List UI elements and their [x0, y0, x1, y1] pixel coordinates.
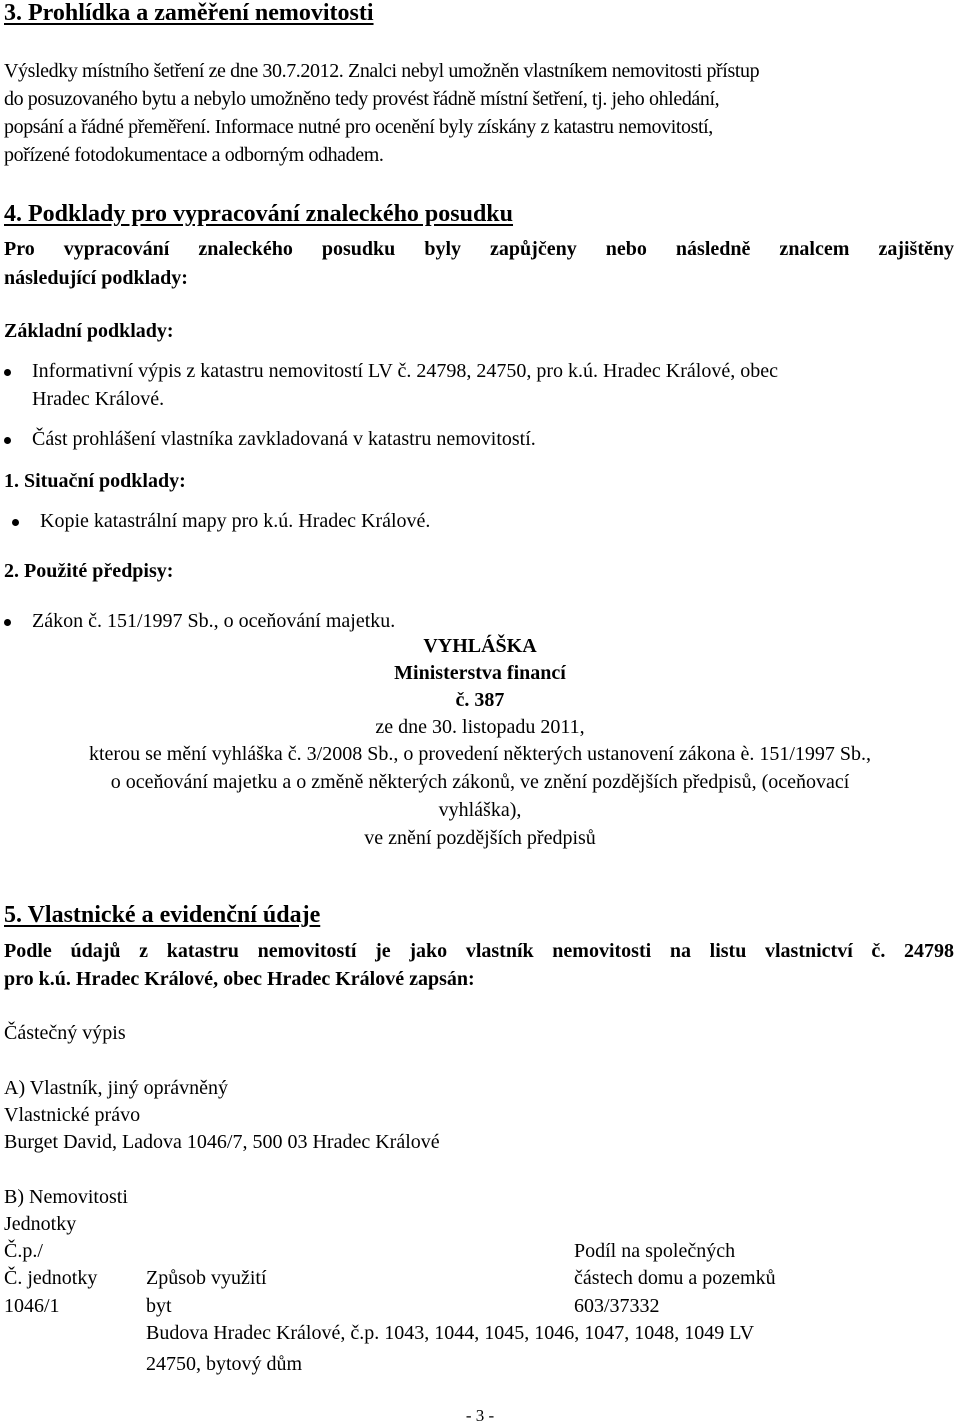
section-5-intro-line: pro k.ú. Hradec Králové, obec Hradec Králové zapsán: — [4, 968, 475, 990]
list-item: Informativní výpis z katastru nemovitostí LV č. 24798, 24750, pro k.ú. Hradec Králové, obec — [32, 360, 778, 382]
decree-text-line: kterou se mění vyhláška č. 3/2008 Sb., o provedení některých ustanovení zákona è. 151/1997 Sb., — [88, 743, 872, 765]
section-3-text-line: do posuzovaného bytu a nebylo umožněno tedy provést řádně místní šetření, tj. jeho ohledání, — [4, 88, 720, 110]
building-description: Budova Hradec Králové, č.p. 1043, 1044, 1045, 1046, 1047, 1048, 1049 LV — [146, 1322, 755, 1344]
list-item: Kopie katastrální mapy pro k.ú. Hradec Králové. — [40, 510, 431, 532]
section-3-text-line: Výsledky místního šetření ze dne 30.7.2012. Znalci nebyl umožněn vlastníkem nemovitosti přístup — [4, 60, 760, 82]
regulations-label: 2. Použité předpisy: — [4, 560, 174, 582]
owner-name: Burget David, Ladova 1046/7, 500 03 Hradec Králové — [4, 1131, 440, 1153]
basic-documents-label: Základní podklady: — [4, 320, 174, 342]
column-header-unit: Č. jednotky — [4, 1267, 98, 1289]
section-4-heading: 4. Podklady pro vypracování znaleckého posudku — [4, 201, 514, 227]
section-5-heading: 5. Vlastnické a evidenční údaje — [4, 902, 321, 928]
section-3-text-line: pořízené fotodokumentace a odborným odhadem. — [4, 144, 384, 166]
table-cell-share: 603/37332 — [574, 1295, 660, 1317]
ownership-right: Vlastnické právo — [4, 1104, 141, 1126]
decree-text-line: o oceňování majetku a o změně některých zákonů, ve znění pozdějších předpisů, (oceňovací — [110, 771, 850, 793]
list-item: Zákon č. 151/1997 Sb., o oceňování majetku. — [32, 610, 396, 632]
section-3-heading: 3. Prohlídka a zaměření nemovitosti — [4, 0, 374, 26]
decree-text-line: ve znění pozdějších předpisů — [364, 827, 596, 849]
list-item-continuation: Hradec Králové. — [32, 388, 165, 410]
page-number: - 3 - — [465, 1406, 495, 1425]
property-section-header: B) Nemovitosti — [4, 1186, 128, 1208]
section-4-intro-line: Pro vypracování znaleckého posudku byly zapůjčeny nebo následně znalcem zajištěny — [4, 238, 954, 260]
decree-ministry: Ministerstva financí — [394, 662, 566, 684]
column-header-unit: Č.p./ — [4, 1240, 43, 1262]
column-header-use: Způsob využití — [146, 1267, 267, 1289]
section-4-intro-line: následující podklady: — [4, 267, 188, 289]
building-description: 24750, bytový dům — [146, 1353, 303, 1375]
table-cell-unit: 1046/1 — [4, 1295, 60, 1317]
table-cell-use: byt — [146, 1295, 172, 1317]
units-label: Jednotky — [4, 1213, 77, 1235]
column-header-share: částech domu a pozemků — [574, 1267, 776, 1289]
decree-number: č. 387 — [455, 689, 505, 711]
situation-documents-label: 1. Situační podklady: — [4, 470, 186, 492]
partial-extract-label: Částečný výpis — [4, 1022, 126, 1044]
decree-title: VYHLÁŠKA — [423, 635, 537, 657]
section-3-text-line: popsání a řádné přeměření. Informace nutné pro ocenění byly získány z katastru nemovitostí, — [4, 116, 713, 138]
owner-section-header: A) Vlastník, jiný oprávněný — [4, 1077, 229, 1099]
decree-text-line: vyhláška), — [438, 799, 522, 821]
list-item: Část prohlášení vlastníka zavkladovaná v katastru nemovitostí. — [32, 428, 536, 450]
section-5-intro-line: Podle údajů z katastru nemovitostí je jako vlastník nemovitosti na listu vlastnictví č. 24798 — [4, 940, 954, 962]
column-header-share: Podíl na společných — [574, 1240, 736, 1262]
decree-date: ze dne 30. listopadu 2011, — [375, 716, 585, 738]
